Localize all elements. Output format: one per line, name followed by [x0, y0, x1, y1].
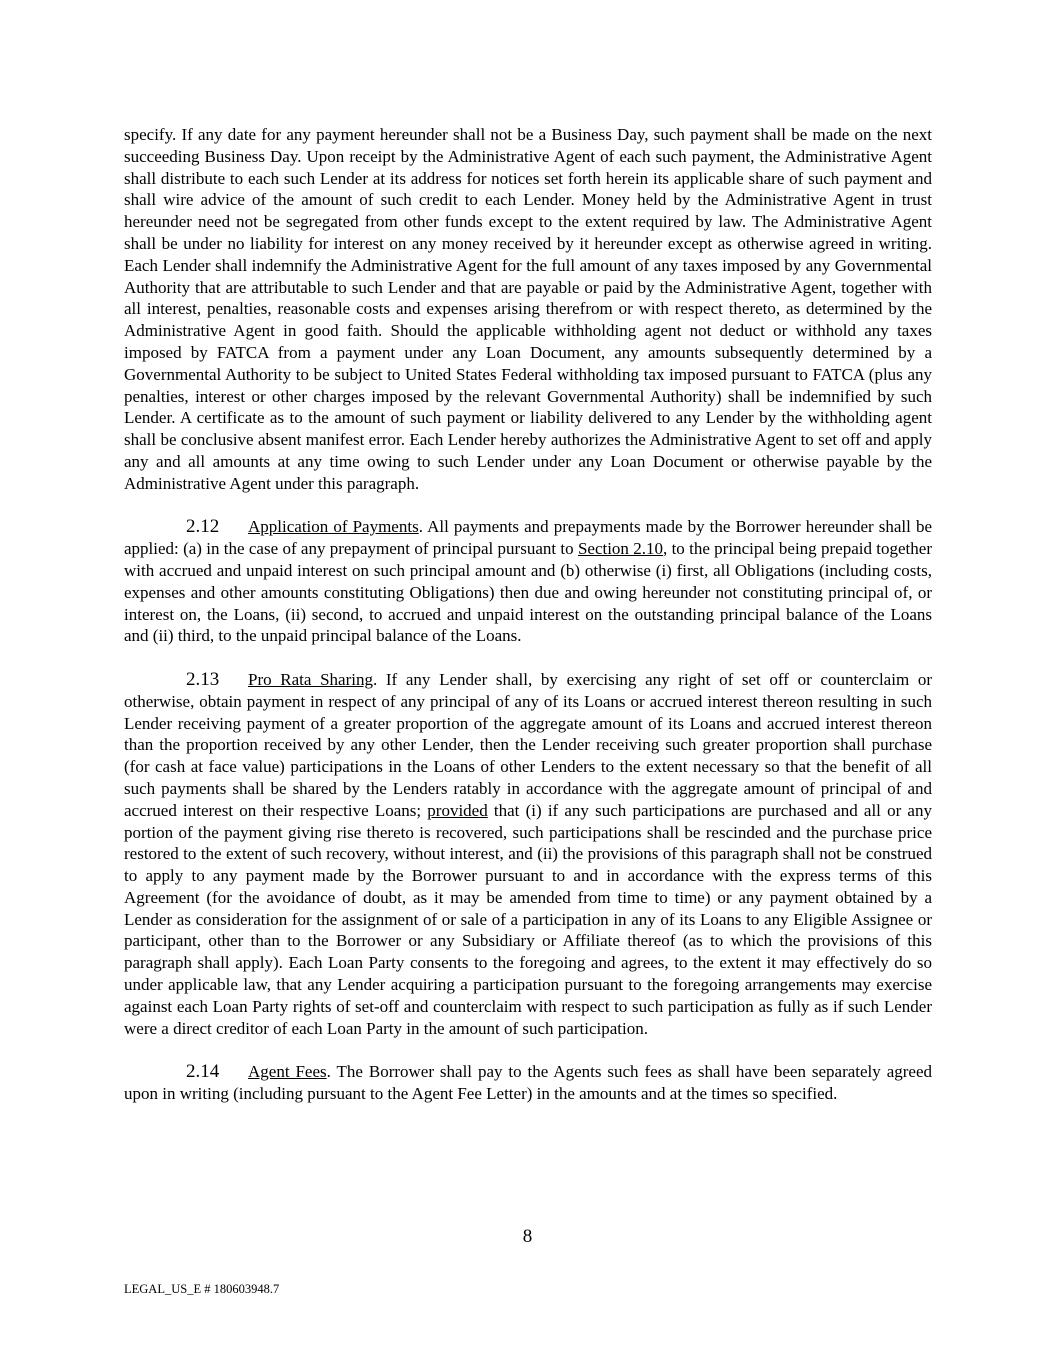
provided-term: provided	[427, 800, 488, 820]
section-number: 2.14	[186, 1061, 220, 1083]
section-heading: Agent Fees	[248, 1062, 327, 1082]
document-body	[124, 124, 932, 1105]
section-2-13: 2.13 Pro Rata Sharing. If any Lender shall, by exercising any right of set off or counterclaim or otherwise, obtain payment in respect of any principal of any of its Loans or accrued interest thereon resulting in such Lender receiving payment of a greater proportion of the aggregate amount of its Loans and accrued interest thereon than the proportion received by any other Lender, then the Lender receiving such greater proportion shall purchase (for cash at face value) participations in the Loans of other Lenders to the extent necessary so that the benefit of all such payments shall be shared by the Lenders ratably in accordance with the aggregate amount of principal of and accrued interest on their respective Loans; provided that (i) if any such participations are purchased and all or any portion of the payment giving rise thereto is recovered, such participations shall be rescinded and the purchase price restored to the extent of such recovery, without interest, and (ii) the provisions of this paragraph shall not be construed to apply to any payment made by the Borrower pursuant to and in accordance with the express terms of this Agreement (for the avoidance of doubt, as it may be amended from time to time) or any payment obtained by a Lender as consideration for the assignment of or sale of a participation in any of its Loans to any Eligible Assignee or participant, other than to the Borrower or any Subsidiary or Affiliate thereof (as to which the provisions of this paragraph shall apply). Each Loan Party consents to the foregoing and agrees, to the extent it may effectively do so under applicable law, that any Lender acquiring a participation pursuant to the foregoing arrangements may exercise against each Loan Party rights of set-off and counterclaim with respect to such participation as fully as if such Lender were a direct creditor of each Loan Party in the amount of such participation.	[124, 668, 932, 1038]
section-heading: Application of Payments	[248, 517, 419, 537]
section-number: 2.12	[186, 516, 220, 538]
document-id: LEGAL_US_E # 180603948.7	[124, 1282, 280, 1296]
section-2-12: 2.12 Application of Payments. All payments and prepayments made by the Borrower hereunder shall be applied: (a) in the case of any prepayment of principal pursuant to Section 2.10, to the principal being prepaid together with accrued and unpaid interest on such principal amount and (b) otherwise (i) first, all Obligations (including costs, expenses and other amounts constituting Obligations) then due and owing hereunder not constituting principal of, or interest on, the Loans, (ii) second, to accrued and unpaid interest on the outstanding principal balance of the Loans and (ii) third, to the unpaid principal balance of the Loans.	[124, 516, 932, 646]
section-reference: Section 2.10	[577, 539, 663, 559]
section-2-14: 2.14 Agent Fees. The Borrower shall pay to the Agents such fees as shall have been separately agreed upon in writing (including pursuant to the Agent Fee Letter) in the amounts and at the times so specified.	[124, 1061, 932, 1104]
continued-paragraph: specify. If any date for any payment hereunder shall not be a Business Day, such payment shall be made on the next succeeding Business Day. Upon receipt by the Administrative Agent of each such payment, the Administrative Agent shall distribute to each such Lender at its address for notices set forth herein its applicable share of such payment and shall wire advice of the amount of such credit to each Lender. Money held by the Administrative Agent in trust hereunder need not be segregated from other funds except to the extent required by law. The Administrative Agent shall be under no liability for interest on any money received by it hereunder except as otherwise agreed in writing. Each Lender shall indemnify the Administrative Agent for the full amount of any taxes imposed by any Governmental Authority that are attributable to such Lender and that are payable or paid by the Administrative Agent, together with all interest, penalties, reasonable costs and expenses arising therefrom or with respect thereto, as determined by the Administrative Agent in good faith. Should the applicable withholding agent not deduct or withhold any taxes imposed by FATCA from a payment under any Loan Document, any amounts subsequently determined by a Governmental Authority to be subject to United States Federal withholding tax imposed pursuant to FATCA (plus any penalties, interest or other charges imposed by the relevant Governmental Authority) shall be indemnified by such Lender. A certificate as to the amount of such payment or liability delivered to any Lender by the withholding agent shall be conclusive absent manifest error. Each Lender hereby authorizes the Administrative Agent to set off and apply any and all amounts at any time owing to such Lender under any Loan Document or otherwise payable by the Administrative Agent under this paragraph.	[124, 125, 932, 493]
section-number: 2.13	[186, 668, 220, 690]
page-number: 8	[522, 1226, 533, 1247]
section-heading: Pro Rata Sharing	[248, 669, 373, 689]
